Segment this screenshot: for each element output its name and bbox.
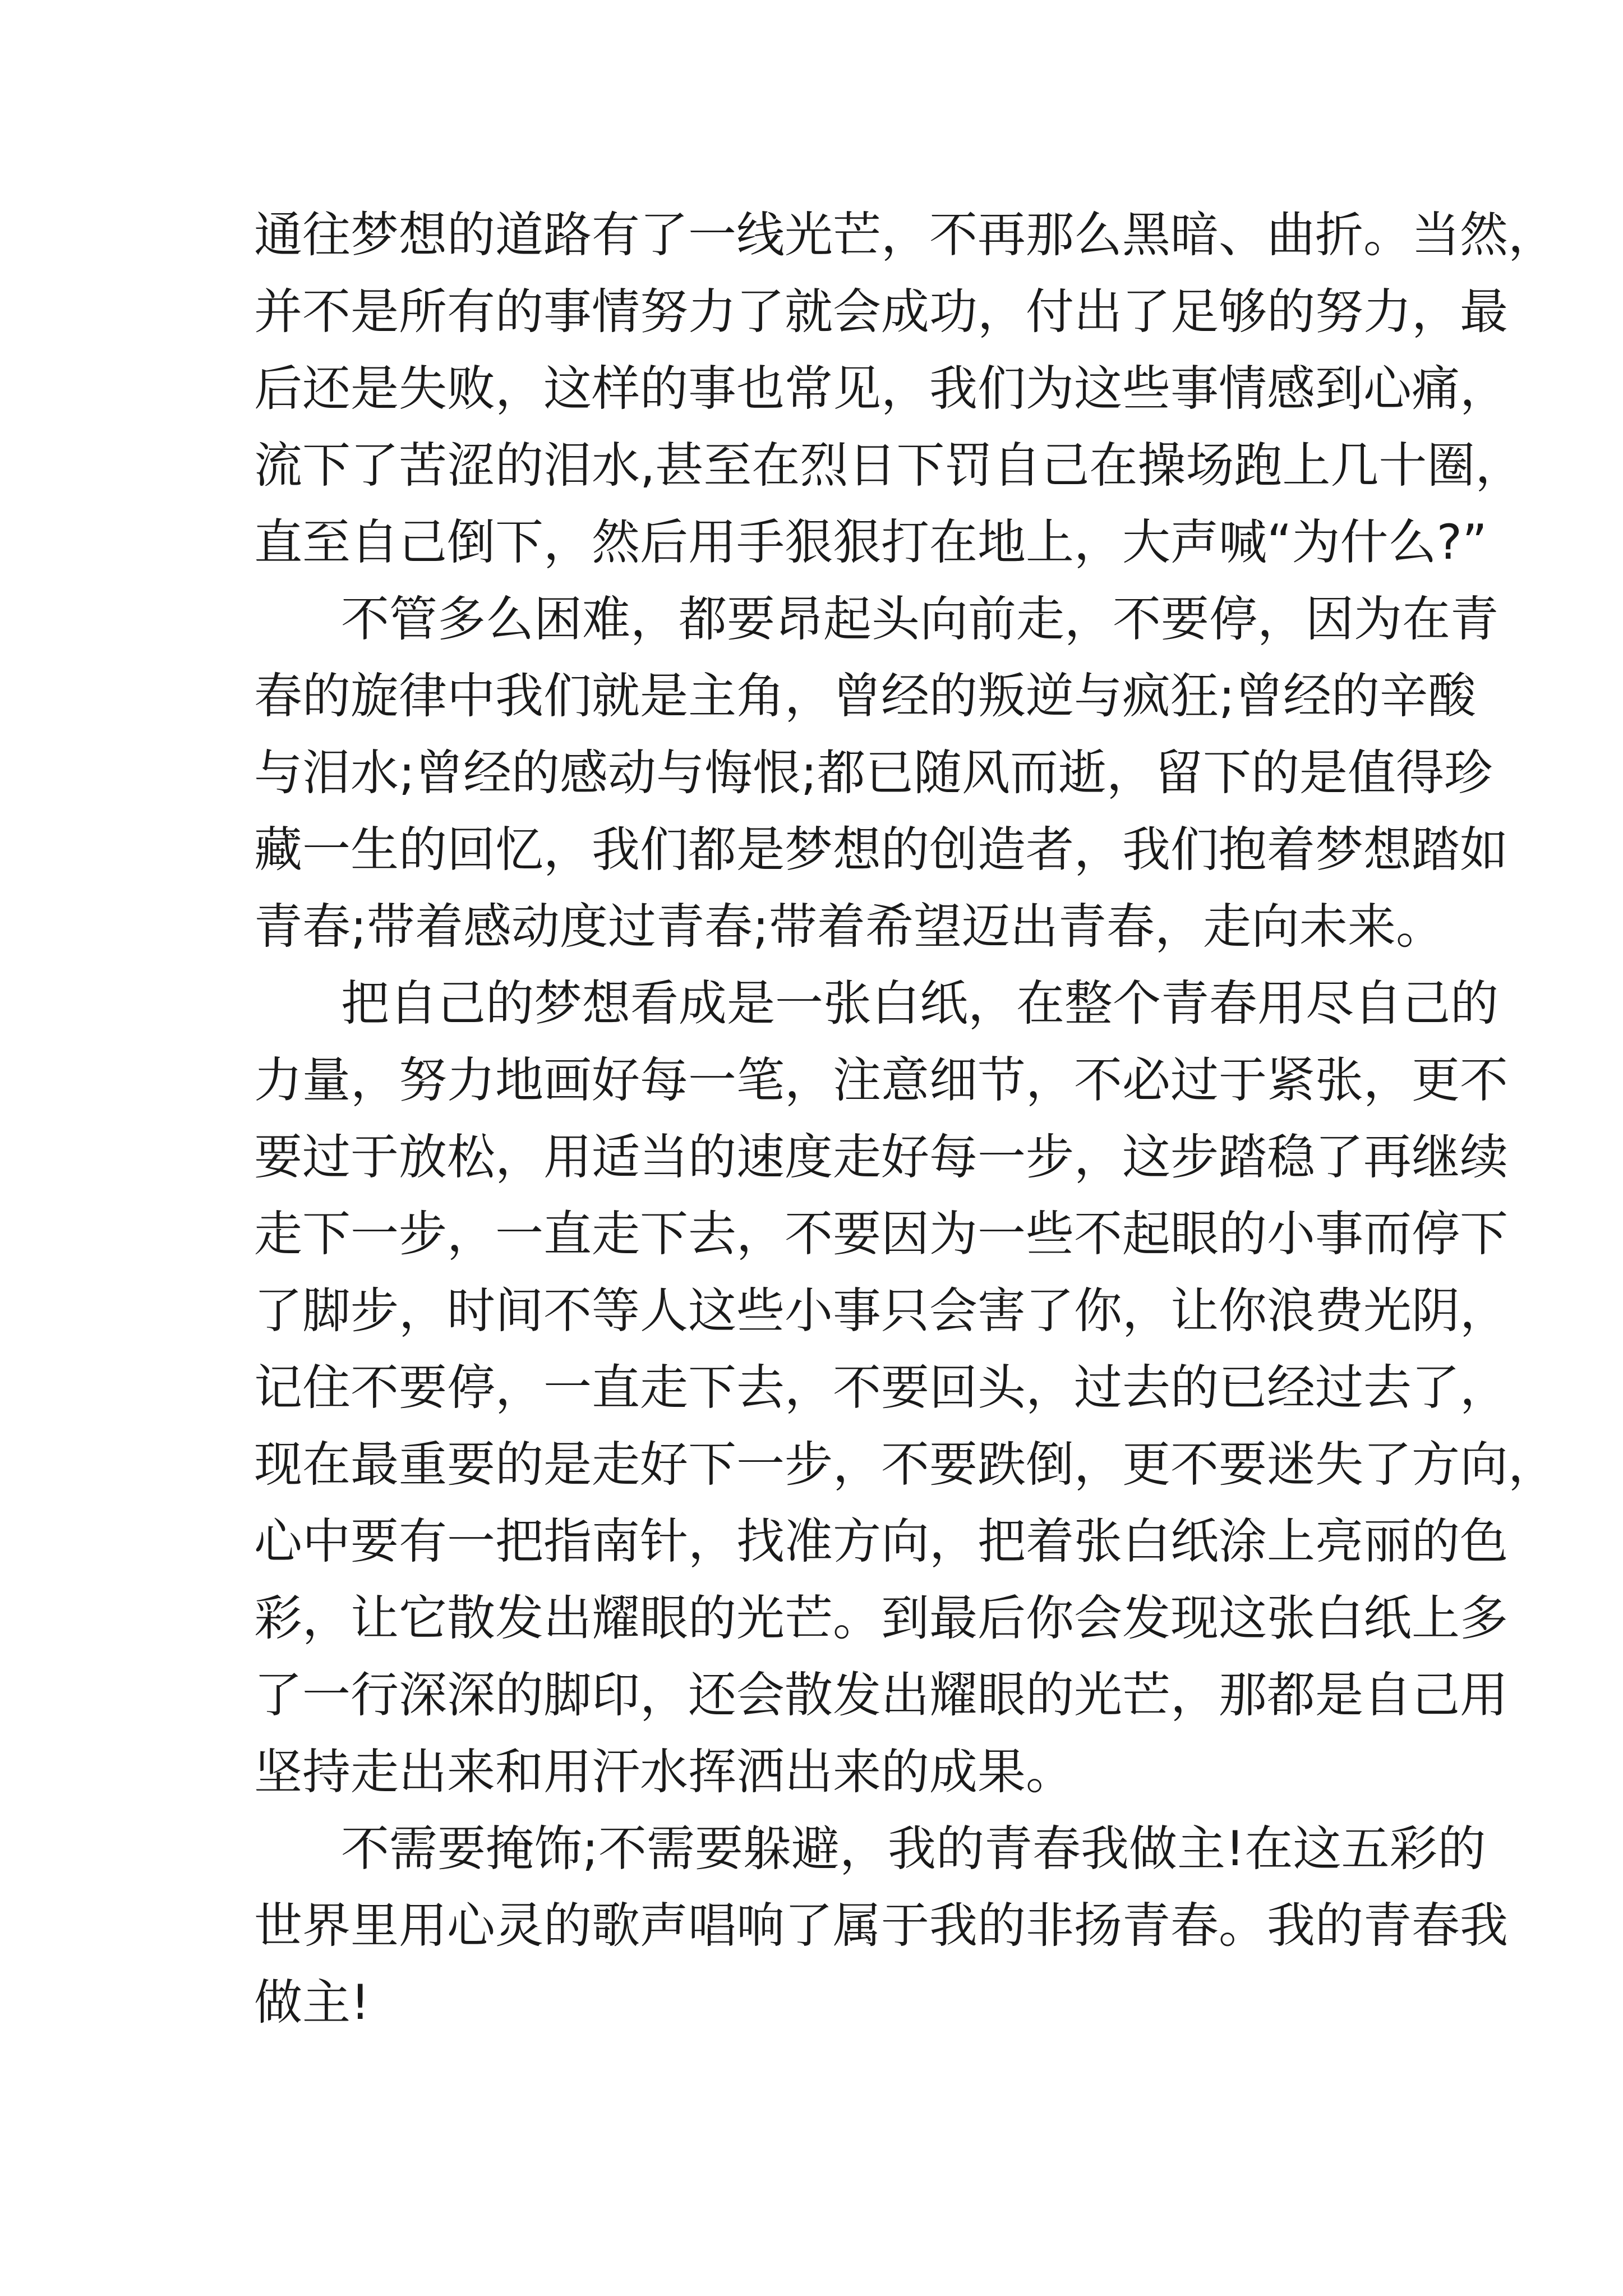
text-line: 并不是所有的事情努力了就会成功，付出了足够的努力，最 <box>254 284 1508 340</box>
text-line: 了一行深深的脚印，还会散发出耀眼的光芒，那都是自己用 <box>254 1667 1508 1723</box>
text-line: 世界里用心灵的歌声唱响了属于我的非扬青春。我的青春我 <box>254 1898 1508 1954</box>
text-line: 把自己的梦想看成是一张白纸，在整个青春用尽自己的 <box>341 976 1498 1032</box>
text-line: 与泪水;曾经的感动与悔恨;都已随风而逝，留下的是值得珍 <box>254 745 1492 801</box>
text-line: 通往梦想的道路有了一线光芒，不再那么黑暗、曲折。当然， <box>254 207 1556 263</box>
text-line: 了脚步，时间不等人这些小事只会害了你，让你浪费光阴， <box>254 1283 1508 1339</box>
text-line: 不需要掩饰;不需要躲避，我的青春我做主!在这五彩的 <box>341 1821 1486 1877</box>
text-line: 心中要有一把指南针，找准方向，把着张白纸涂上亮丽的色 <box>254 1513 1508 1570</box>
text-line: 直至自己倒下，然后用手狠狠打在地上，大声喊“为什么?” <box>254 514 1487 570</box>
text-line: 要过于放松，用适当的速度走好每一步，这步踏稳了再继续 <box>254 1129 1508 1185</box>
text-line: 坚持走出来和用汗水挥洒出来的成果。 <box>254 1744 1074 1800</box>
text-line: 青春;带着感动度过青春;带着希望迈出青春，走向未来。 <box>254 899 1444 955</box>
text-line: 记住不要停，一直走下去，不要回头，过去的已经过去了， <box>254 1360 1508 1416</box>
text-line: 不管多么困难，都要昂起头向前走，不要停，因为在青 <box>341 591 1498 647</box>
text-line: 后还是失败，这样的事也常见，我们为这些事情感到心痛， <box>254 361 1508 417</box>
text-line: 春的旋律中我们就是主角，曾经的叛逆与疯狂;曾经的辛酸 <box>254 668 1476 724</box>
text-line: 流下了苦涩的泪水,甚至在烈日下罚自己在操场跑上几十圈， <box>254 438 1524 494</box>
text-line: 做主! <box>254 1975 370 2031</box>
text-line: 彩，让它散发出耀眼的光芒。到最后你会发现这张白纸上多 <box>254 1590 1508 1646</box>
text-line: 力量，努力地画好每一笔，注意细节，不必过于紧张，更不 <box>254 1052 1508 1108</box>
text-line: 藏一生的回忆，我们都是梦想的创造者，我们抱着梦想踏如 <box>254 822 1508 878</box>
text-line: 现在最重要的是走好下一步，不要跌倒，更不要迷失了方向， <box>254 1437 1556 1493</box>
text-line: 走下一步，一直走下去，不要因为一些不起眼的小事而停下 <box>254 1206 1508 1262</box>
